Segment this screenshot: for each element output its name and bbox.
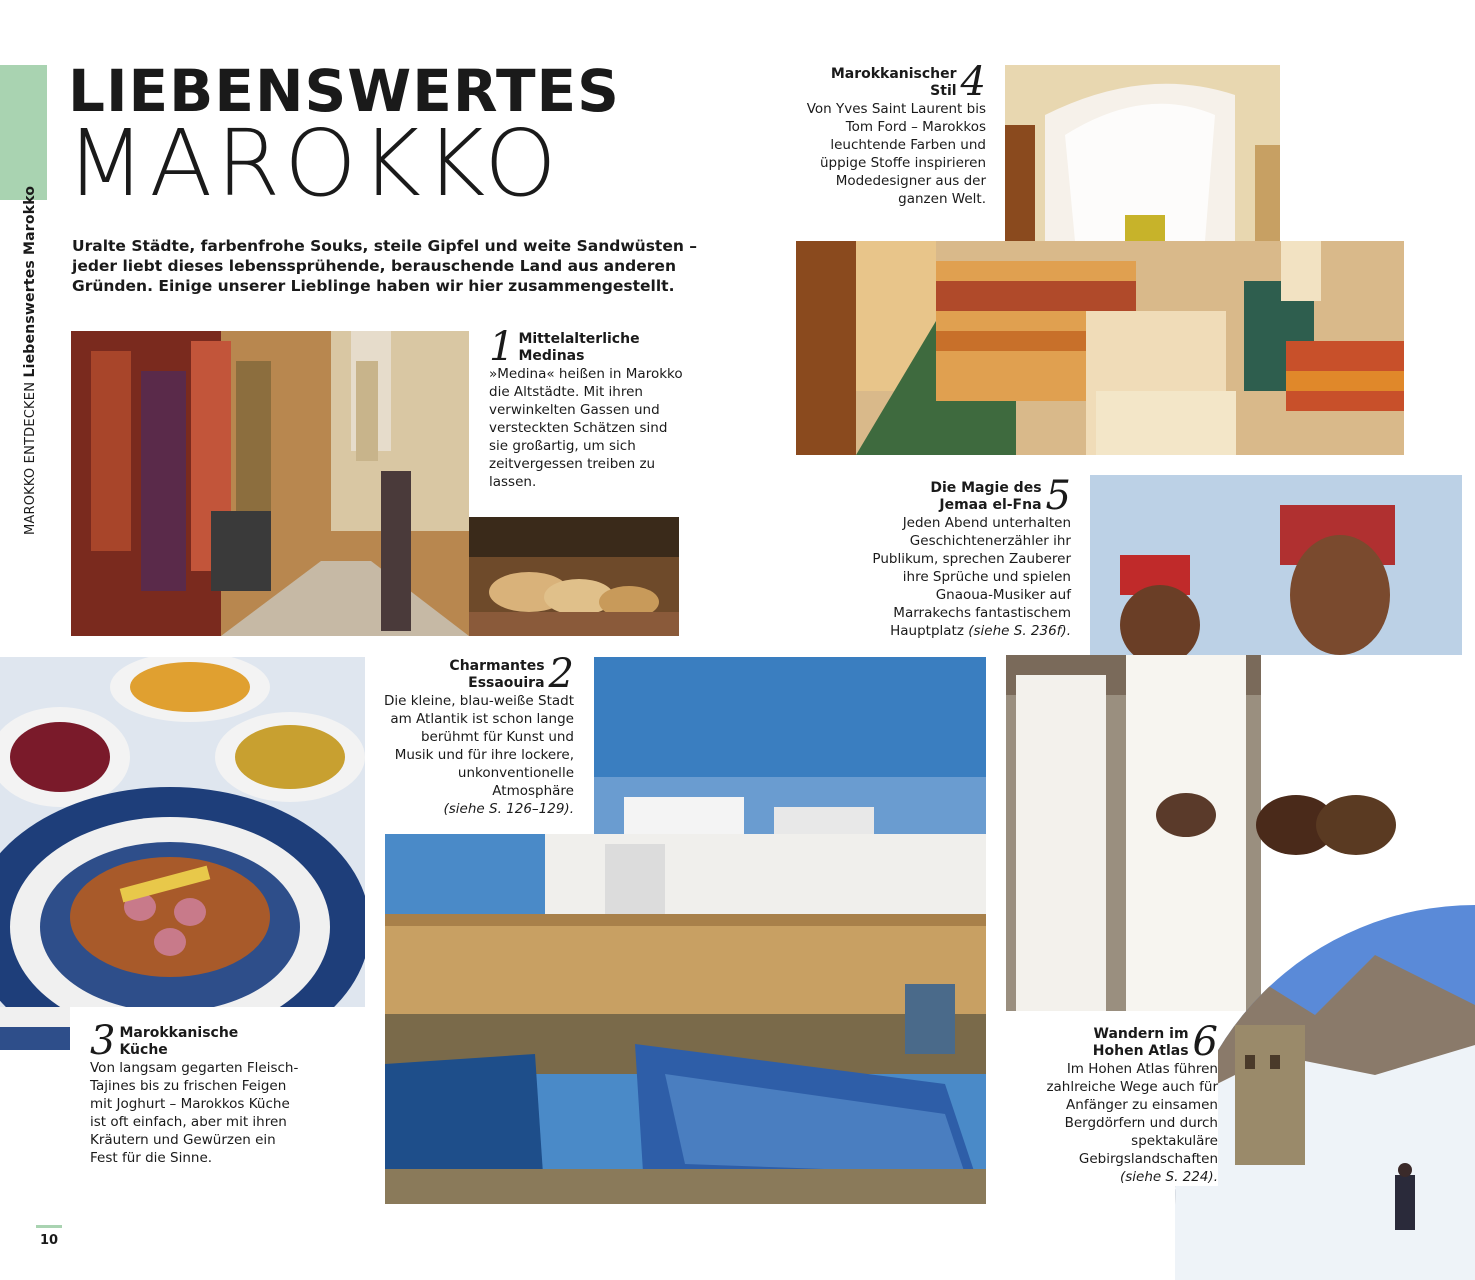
food-photo xyxy=(0,657,365,1007)
item-4-heading: Marokkanischer Stil xyxy=(830,66,957,99)
item-5-ref: (siehe S. 236f). xyxy=(968,623,1071,639)
item-1-number: 1 xyxy=(489,324,515,370)
medina-stall-photo xyxy=(469,517,679,636)
medina-photo xyxy=(71,331,469,636)
item-3-number: 3 xyxy=(90,1018,116,1064)
item-5-heading: Die Magie des Jemaa el-Fna xyxy=(930,480,1042,513)
item-2-heading: Charmantes Essaouira xyxy=(449,658,545,691)
item-2-ref: (siehe S. 126–129). xyxy=(443,801,574,817)
item-6-text xyxy=(1040,1019,1218,1186)
item-1-text xyxy=(489,324,684,491)
item-3-body: Von langsam gegarten Fleisch-Tajines bis zu frischen Feigen mit Joghurt – Marokkos Küche ist oft einfach, aber mit ihren Kräutern und Gewürzen ein Fest für die Sinne. xyxy=(90,1060,299,1166)
intro-paragraph: Uralte Städte, farbenfrohe Souks, steile Gipfel und weite Sandwüsten – jeder liebt dieses lebenssprühende, berauschende Land aus anderen Gründen. Einige unserer Lieblinge haben wir hier zusammengestellt. xyxy=(72,237,698,295)
item-1-body: »Medina« heißen in Marokko die Altstädte. Mit ihren verwinkelten Gassen und versteckten Schätzen sind sie großartig, um sich zeitvergessen treiben zu lassen. xyxy=(489,366,683,490)
item-6-number: 6 xyxy=(1192,1019,1218,1065)
essaouira-photo-top xyxy=(594,657,986,834)
side-running-title xyxy=(22,185,48,535)
item-4-text xyxy=(806,59,986,208)
bedroom-photo-top xyxy=(1005,65,1280,241)
item-4-body: Von Yves Saint Laurent bis Tom Ford – Marokkos leuchtende Farben und üppige Stoffe inspirieren Modedesigner aus der ganzen Welt. xyxy=(806,101,986,207)
essaouira-photo xyxy=(385,834,986,1204)
item-5-text xyxy=(855,473,1071,640)
food-photo-bottom xyxy=(0,1007,70,1050)
item-2-text xyxy=(380,651,574,818)
item-6-ref: (siehe S. 224). xyxy=(1120,1169,1218,1185)
bedroom-photo xyxy=(796,241,1404,455)
item-6-heading: Wandern im Hohen Atlas xyxy=(1092,1026,1189,1059)
side-title-label: Liebenswertes Marokko xyxy=(22,185,38,378)
side-section-label: MAROKKO ENTDECKEN xyxy=(23,381,38,535)
item-4-number: 4 xyxy=(960,59,986,105)
item-5-number: 5 xyxy=(1045,473,1071,519)
item-5-body: Jeden Abend unterhalten Geschichtenerzähler ihr Publikum, sprechen Zauberer ihre Sprüche und spielen Gnaoua-Musiker auf Marrakechs fantastischem Hauptplatz xyxy=(872,515,1071,639)
item-6-body: Im Hohen Atlas führen zahlreiche Wege auch für Anfänger zu einsamen Bergdörfern und durch spektakuläre Gebirgslandschaften xyxy=(1046,1061,1218,1167)
item-2-number: 2 xyxy=(548,651,574,697)
page-number-rule xyxy=(36,1225,62,1228)
page-title-line2: MAROKKO xyxy=(66,110,561,217)
item-3-text xyxy=(90,1018,300,1167)
musicians-photo-top xyxy=(1090,475,1462,655)
section-tab xyxy=(0,65,47,200)
item-1-heading: Mittelalterliche Medinas xyxy=(518,331,640,364)
page-title-line1: LIEBENSWERTES xyxy=(68,57,620,125)
page-number: 10 xyxy=(40,1233,59,1248)
item-2-body: Die kleine, blau-weiße Stadt am Atlantik ist schon lange berühmt für Kunst und Musik und für ihre lockere, unkonventionelle Atmosphäre xyxy=(383,693,574,799)
item-3-heading: Marokkanische Küche xyxy=(119,1025,239,1058)
